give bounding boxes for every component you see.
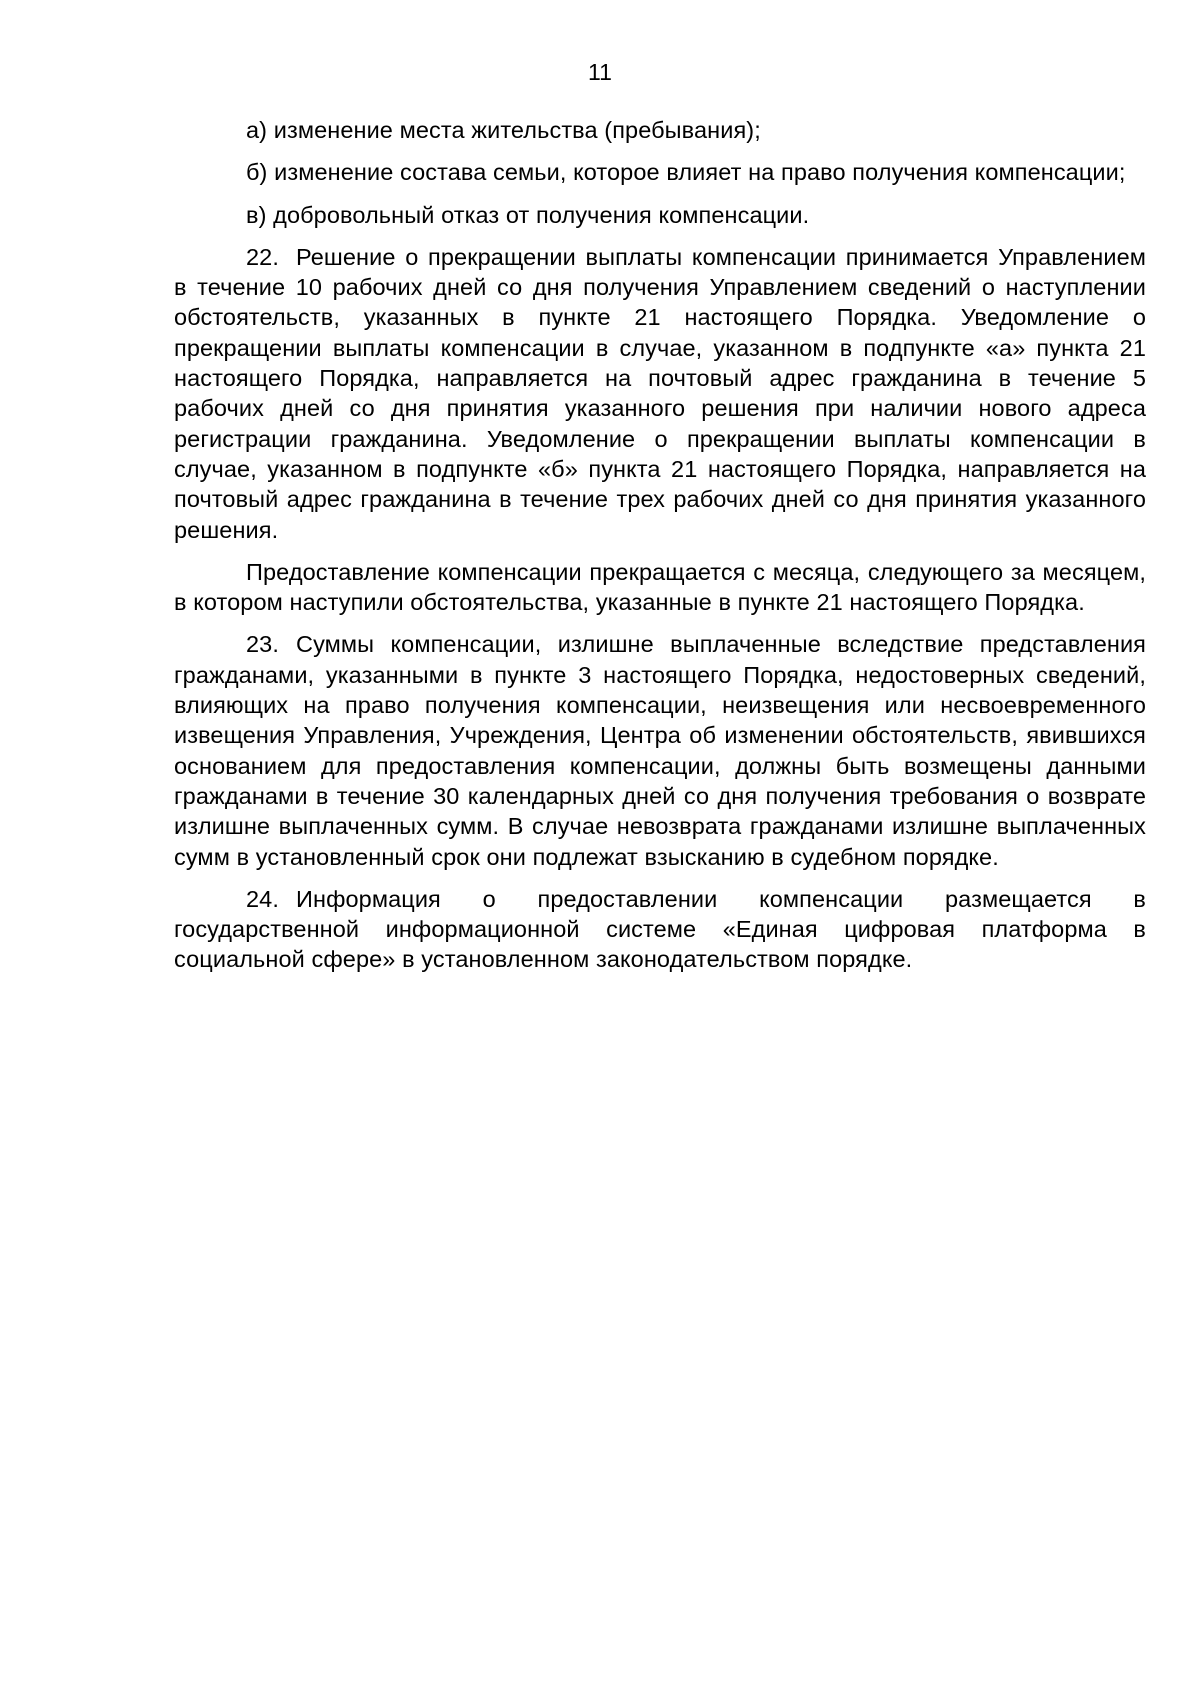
paragraph-23 — [174, 629, 1146, 871]
paragraph-text: Суммы компенсации, излишне выплаченные вследствие представления гражданами, указанными в пункте 3 настоящего Порядка, недостоверных сведений, влияющих на право получения компенсации, неизвещения или несвоевременного извещения Управления, Учреждения, Центра об изменении обстоятельств, явившихся основанием для предоставления компенсации, должны быть возмещены данными гражданами в течение 30 календарных дней со дня получения требования о возврате излишне выплаченных сумм. В случае невозврата гражданами излишне выплаченных сумм в установленный срок они подлежат взысканию в судебном порядке. — [174, 631, 1146, 870]
paragraph-item-a — [174, 115, 1146, 145]
paragraph-text: Информация о предоставлении компенсации размещается в государственной информационной системе «Единая цифровая платформа в социальной сфере» в установленном законодательством порядке. — [174, 885, 1146, 973]
paragraph-number: 22. — [246, 243, 279, 270]
paragraph-text: б) изменение состава семьи, которое влияет на право получения компенсации; — [246, 159, 1126, 186]
paragraph-text: Решение о прекращении выплаты компенсации принимается Управлением в течение 10 рабочих дней со дня получения Управлением сведений о наступлении обстоятельств, указанных в пункте 21 настоящего Порядка. Уведомление о прекращении выплаты компенсации в случае, указанном в подпункте «а» пункта 21 настоящего Порядка, направляется на почтовый адрес гражданина в течение 5 рабочих дней со дня принятия указанного решения при наличии нового адреса регистрации гражданина. Уведомление о прекращении выплаты компенсации в случае, указанном в подпункте «б» пункта 21 настоящего Порядка, направляется на почтовый адрес гражданина в течение трех рабочих дней со дня принятия указанного решения. — [174, 243, 1146, 543]
paragraph-22-continuation — [174, 557, 1146, 618]
paragraph-text: Предоставление компенсации прекращается с месяца, следующего за месяцем, в котором наступили обстоятельства, указанные в пункте 21 настоящего Порядка. — [174, 558, 1146, 616]
paragraph-item-v — [174, 200, 1146, 230]
page-number: 11 — [588, 59, 612, 85]
paragraph-item-b — [174, 157, 1146, 187]
paragraph-24 — [174, 884, 1146, 975]
paragraph-text: в) добровольный отказ от получения компенсации. — [246, 201, 810, 228]
paragraph-text: а) изменение места жительства (пребывания); — [246, 117, 761, 143]
paragraph-22 — [174, 242, 1146, 545]
document-body — [174, 115, 1146, 987]
paragraph-number: 23. — [246, 631, 279, 658]
paragraph-number: 24. — [246, 885, 279, 912]
